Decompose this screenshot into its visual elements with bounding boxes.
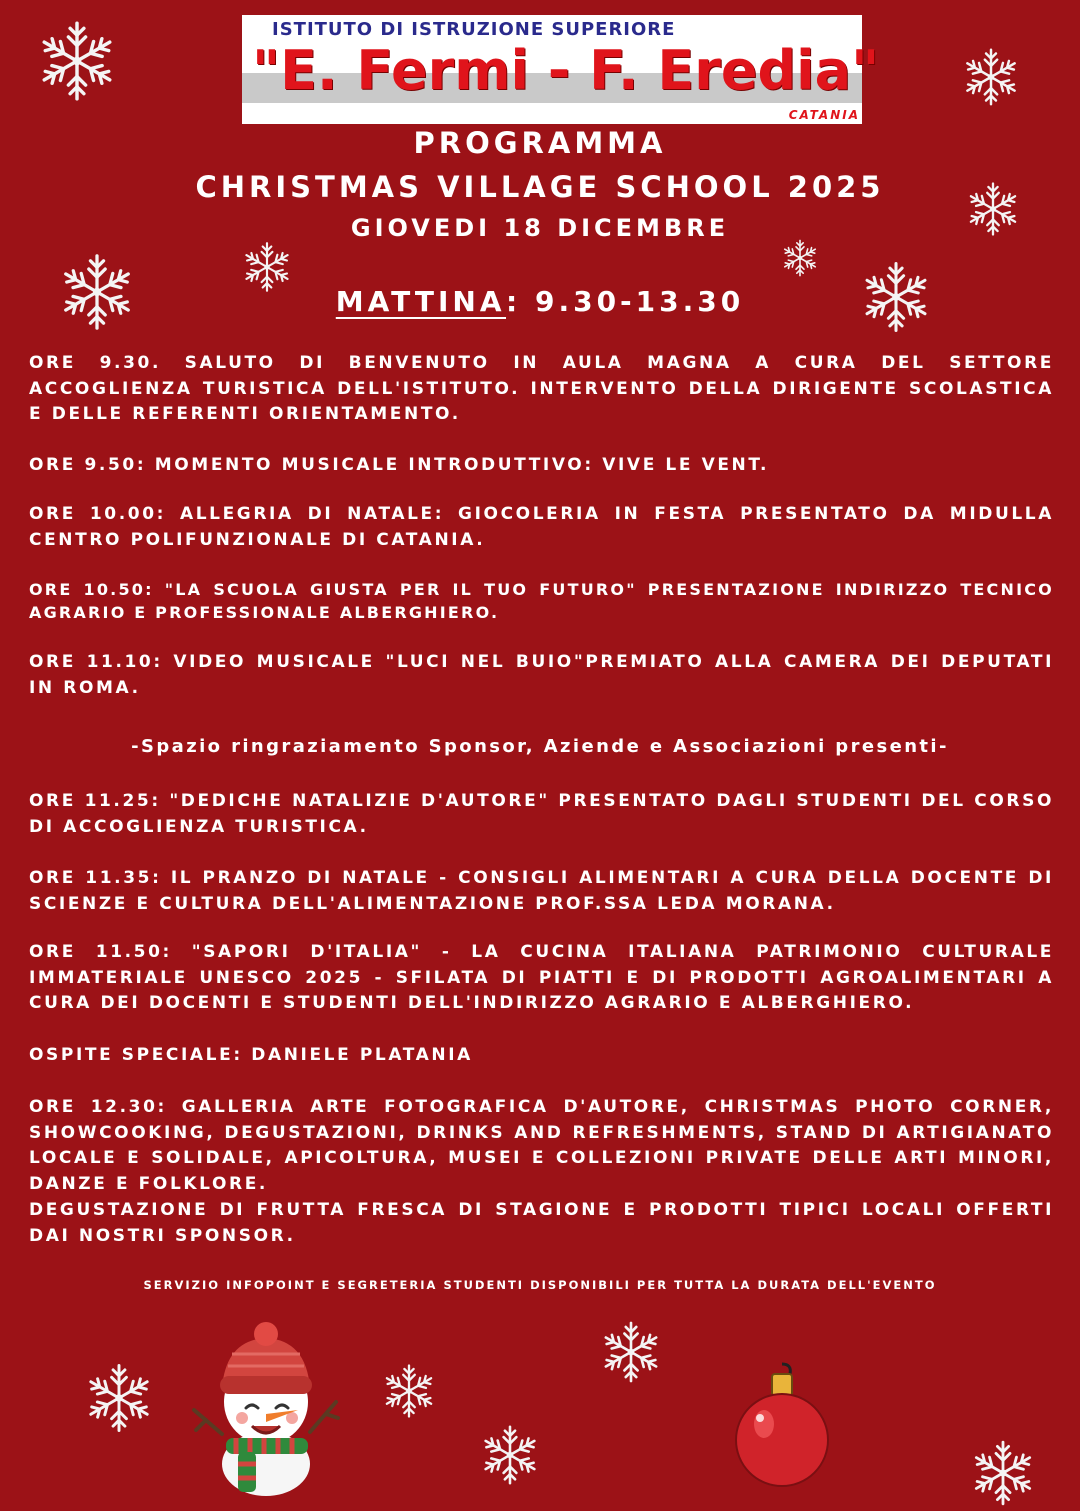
program-item: ORE 10.00: ALLEGRIA DI NATALE: GIOCOLERIA IN FESTA PRESENTATO DA MIDULLA CENTRO POLIFUNZIONALE DI CATANIA.	[29, 504, 1054, 550]
session-time: : 9.30-13.30	[506, 285, 745, 318]
snowflake-icon	[598, 1316, 664, 1388]
session-label: MATTINA	[335, 285, 507, 318]
snowflake-icon	[478, 1420, 542, 1490]
title-event: CHRISTMAS VILLAGE SCHOOL 2025	[195, 170, 885, 204]
school-logo	[242, 15, 880, 124]
logo-school-name: "E. Fermi - F. Eredia"	[252, 39, 880, 102]
snowman-icon	[186, 1314, 346, 1496]
program-item: ORE 10.50: "LA SCUOLA GIUSTA PER IL TUO FUTURO" PRESENTAZIONE INDIRIZZO TECNICO AGRARIO E PROFESSIONALE ALBERGHIERO.	[29, 580, 1054, 622]
title-programma: PROGRAMMA	[413, 126, 667, 160]
snowflake-icon	[34, 14, 120, 108]
snowflake-icon	[380, 1360, 438, 1422]
snowflake-icon	[240, 238, 294, 296]
sponsor-line: -Spazio ringraziamento Sponsor, Aziende e Associazioni presenti-	[131, 736, 949, 757]
snowflake-icon	[964, 178, 1022, 240]
program-item: ORE 12.30: GALLERIA ARTE FOTOGRAFICA D'AUTORE, CHRISTMAS PHOTO CORNER, SHOWCOOKING, DEGUSTAZIONI, DRINKS AND REFRESHMENTS, STAND DI ARTIGIANATO LOCALE E SOLIDALE, APICOLTURA, MUSEI E COLLEZIONI PRIVATE DELLE ARTI MINORI, DANZE E FOLKLORE.	[29, 1097, 1054, 1194]
logo-city: CATANIA	[788, 108, 860, 122]
program-item: ORE 11.50: "SAPORI D'ITALIA" - LA CUCINA ITALIANA PATRIMONIO CULTURALE IMMATERIALE UNESCO 2025 - SFILATA DI PIATTI E DI PRODOTTI AGROALIMENTARI A CURA DEI DOCENTI E STUDENTI DELL'INDIRIZZO AGRARIO E ALBERGHIERO.	[29, 942, 1054, 1013]
snowflake-icon	[780, 236, 820, 280]
christmas-ornament-icon	[730, 1360, 834, 1492]
snowflake-icon	[858, 256, 934, 338]
program-item: ORE 11.35: IL PRANZO DI NATALE - CONSIGLI ALIMENTARI A CURA DELLA DOCENTE DI SCIENZE E CULTURA DELL'ALIMENTAZIONE PROF.SSA LEDA MORANA.	[29, 868, 1054, 914]
footer-note: SERVIZIO INFOPOINT E SEGRETERIA STUDENTI DISPONIBILI PER TUTTA LA DURATA DELL'EVENTO	[143, 1278, 937, 1292]
snowflake-icon	[960, 44, 1022, 110]
program-item: ORE 9.50: MOMENTO MUSICALE INTRODUTTIVO: VIVE LE VENT.	[29, 455, 770, 475]
special-guest: OSPITE SPECIALE: DANIELE PLATANIA	[29, 1045, 473, 1065]
program-item: ORE 11.25: "DEDICHE NATALIZIE D'AUTORE" PRESENTATO DAGLI STUDENTI DEL CORSO DI ACCOGLIENZA TURISTICA.	[29, 791, 1054, 837]
snowflake-icon	[968, 1436, 1038, 1510]
program-item: ORE 9.30. SALUTO DI BENVENUTO IN AULA MAGNA A CURA DEL SETTORE ACCOGLIENZA TURISTICA DELL'ISTITUTO. INTERVENTO DELLA DIRIGENTE SCOLASTICA E DELLE REFERENTI ORIENTAMENTO.	[29, 353, 1054, 424]
logo-top-line: ISTITUTO DI ISTRUZIONE SUPERIORE	[272, 19, 676, 40]
program-item: DEGUSTAZIONE DI FRUTTA FRESCA DI STAGIONE E PRODOTTI TIPICI LOCALI OFFERTI DAI NOSTRI SPONSOR.	[29, 1200, 1054, 1246]
event-date: GIOVEDI 18 DICEMBRE	[350, 214, 730, 242]
snowflake-icon	[56, 248, 138, 336]
snowflake-icon	[82, 1358, 156, 1438]
program-item: ORE 11.10: VIDEO MUSICALE "LUCI NEL BUIO"PREMIATO ALLA CAMERA DEI DEPUTATI IN ROMA.	[29, 652, 1054, 698]
